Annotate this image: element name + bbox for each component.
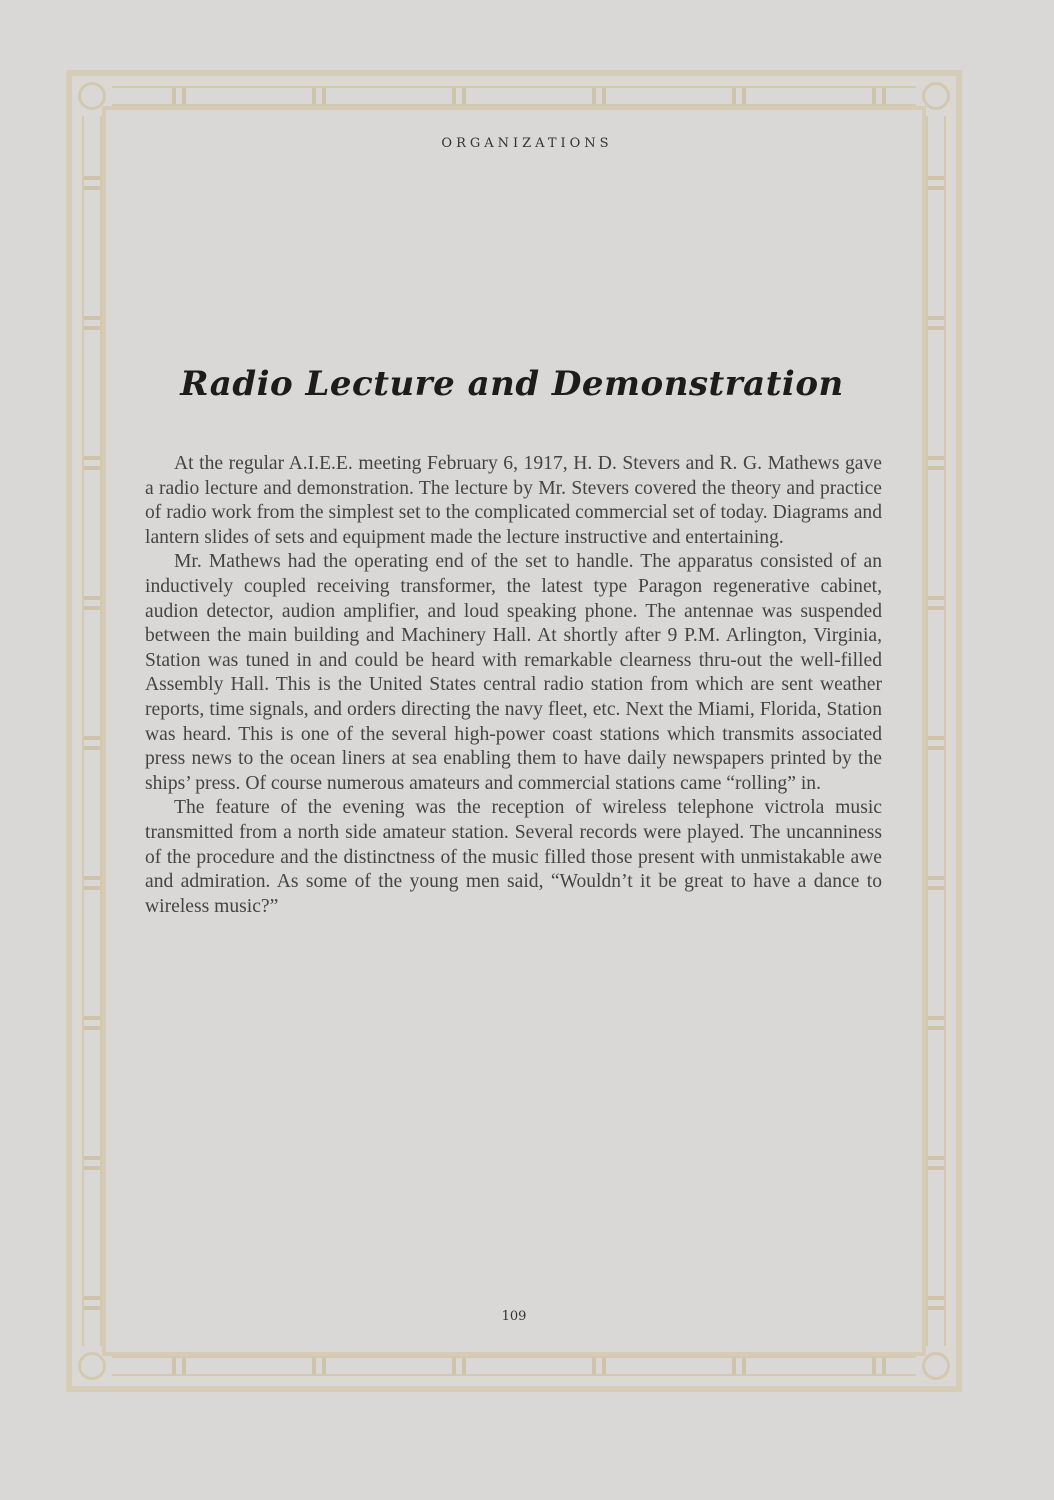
paragraph: At the regular A.I.E.E. meeting February 6, 1917, H. D. Stevers and R. G. Mathews gave a radio lecture and demonstration. The lecture by Mr. Stevers covered the theory and practice of radio work from the simplest set to the complicated commercial set of today. Diagrams and lantern slides of sets and equipment made the lecture instructive and entertaining. [145,453,882,548]
paragraph: The feature of the evening was the reception of wireless telephone victrola music transmitted from a north side amateur station. Several records were played. The uncanniness of the procedure and the distinctness of the music filled those present with unmistakable awe and admiration. As some of the young men said, “Wouldn’t it be great to have a dance to wireless music?” [145,797,882,917]
running-head: ORGANIZATIONS [441,136,613,151]
page-number: 109 [501,1309,527,1324]
border-band-right [926,116,946,1346]
border-band-left [82,116,102,1346]
border-band-top [112,86,916,106]
border-band-bottom [112,1356,916,1376]
border-corner-ornament [78,1352,106,1380]
border-corner-ornament [922,82,950,110]
paragraph: Mr. Mathews had the operating end of the set to handle. The apparatus consisted of an inductively coupled receiving transformer, the latest type Paragon regenerative cabinet, audion detector, audion amplifier, and loud speaking phone. The antennae was suspended between the main building and Machinery Hall. At shortly after 9 P.M. Arlington, Virginia, Station was tuned in and could be heard with remarkable clearness thru-out the well-filled Assembly Hall. This is the United States central radio station from which are sent weather reports, time signals, and orders directing the navy fleet, etc. Next the Miami, Florida, Station was heard. This is one of the several high-power coast stations which transmits associated press news to the ocean liners at sea enabling them to have daily newspapers printed by the ships’ press. Of course numerous amateurs and commercial stations came “rolling” in. [145,551,882,794]
article-body [145,452,882,919]
article-title: Radio Lecture and Demonstration [180,364,844,404]
border-corner-ornament [922,1352,950,1380]
